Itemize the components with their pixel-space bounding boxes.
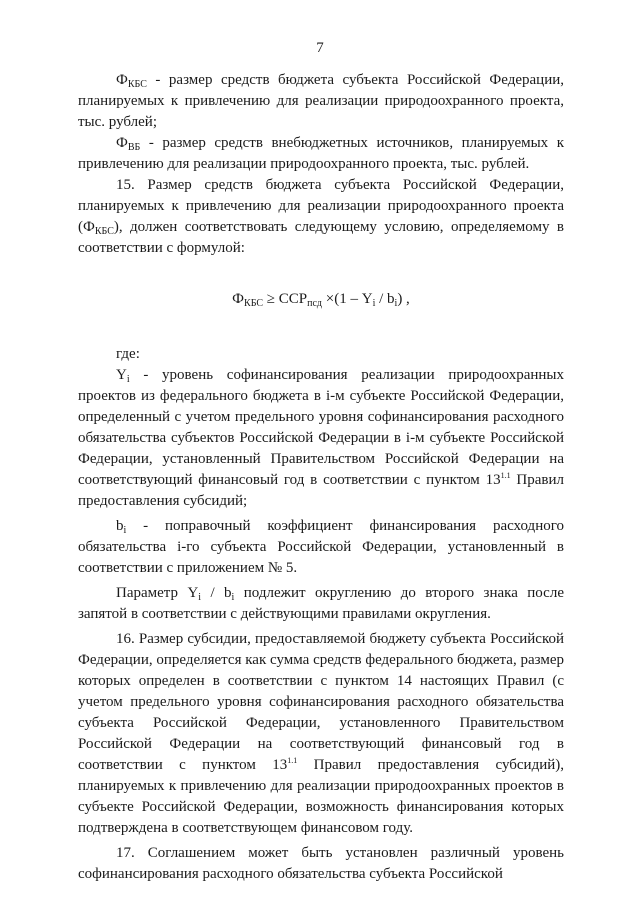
symbol-subscript: i xyxy=(123,525,127,536)
page-number: 7 xyxy=(316,40,324,56)
formula-subscript: i xyxy=(394,298,398,309)
symbol-f: Ф xyxy=(116,72,128,88)
symbol-b: b xyxy=(116,518,124,534)
definition-fkbs xyxy=(78,70,564,133)
formula-subscript: i xyxy=(372,298,376,309)
symbol-subscript: КБС xyxy=(94,226,114,237)
formula-part: ) , xyxy=(397,291,410,307)
formula-part: ×(1 – Y xyxy=(322,291,373,307)
paragraph-text: ), должен соответствовать следующему условию, определяемому в соответствии с формулой: xyxy=(78,219,564,256)
formula-part: ≥ ССР xyxy=(263,291,308,307)
symbol-subscript: i xyxy=(126,374,130,385)
definition-b xyxy=(78,516,564,579)
definition-text: Правил предоставления субсидий; xyxy=(78,472,564,509)
paragraph-text: подлежит округлению до второго знака после запятой в соответствии с действующими правилами округления. xyxy=(78,585,564,622)
formula xyxy=(78,289,564,310)
symbol-subscript: i xyxy=(231,592,235,603)
definition-fvb xyxy=(78,133,564,175)
where-label: где: xyxy=(116,346,140,362)
paragraph-text: Параметр Y xyxy=(116,585,199,601)
symbol-f: Ф xyxy=(116,135,128,151)
definition-text: - уровень софинансирования реализации природоохранных проектов из федерального бюджета в i-м субъекте Российской Федерации, определенный с учетом предельного уровня софинансирования расходного обязательства субъектов Российской Федерации в i-м субъекте Российской Федерации, установленный Правительством Российской Федерации на соответствующий финансовый год в соответствии с пунктом 13 xyxy=(78,367,564,488)
parameter-note xyxy=(78,583,564,625)
definition-text: - размер средств бюджета субъекта Российской Федерации, планируемых к привлечению для реализации природоохранного проекта, тыс. рублей; xyxy=(78,72,564,130)
symbol-y: Y xyxy=(116,367,127,383)
paragraph-16 xyxy=(78,629,564,839)
symbol-subscript: i xyxy=(198,592,202,603)
paragraph-17: 17. Соглашением может быть установлен различный уровень софинансирования расходного обязательства субъекта Российской xyxy=(78,845,564,882)
definition-text: - поправочный коэффициент финансирования расходного обязательства i-го субъекта Российской Федерации, установленный в соответствии с приложением № 5. xyxy=(78,518,564,576)
formula-part: / b xyxy=(375,291,395,307)
definition-text: - размер средств внебюджетных источников, планируемых к привлечению для реализации природоохранного проекта, тыс. рублей. xyxy=(78,135,564,172)
paragraph-text: / b xyxy=(201,585,232,601)
superscript: 1.1 xyxy=(500,471,511,480)
symbol-subscript: ВБ xyxy=(127,142,141,153)
superscript: 1.1 xyxy=(287,756,298,765)
paragraph-text: 16. Размер субсидии, предоставляемой бюджету субъекта Российской Федерации, определяется как сумма средств федерального бюджета, размер которых определен в соответствии с пунктом 14 настоящих Правил (с учетом предельного уровня софинансирования расходного обязательства субъекта Российской Федерации, установленного Правительством Российской Федерации на соответствующий финансовый год в соответствии с пунктом 13 xyxy=(78,631,564,773)
definition-y xyxy=(78,365,564,512)
formula-part: Ф xyxy=(232,291,245,307)
paragraph-text: Правил предоставления субсидий), планируемых к привлечению для реализации природоохранных проектов в субъекте Российской Федерации, возможность финансирования которых подтверждена в соответствующем финансовом году. xyxy=(78,757,564,836)
paragraph-15 xyxy=(78,175,564,259)
document-body xyxy=(78,70,564,885)
paragraph-text: 15. Размер средств бюджета субъекта Российской Федерации, планируемых к привлечению для реализации природоохранного проекта (Ф xyxy=(78,177,564,235)
formula-subscript: псд xyxy=(307,298,323,309)
symbol-subscript: КБС xyxy=(127,79,147,90)
formula-subscript: КБС xyxy=(244,298,264,309)
